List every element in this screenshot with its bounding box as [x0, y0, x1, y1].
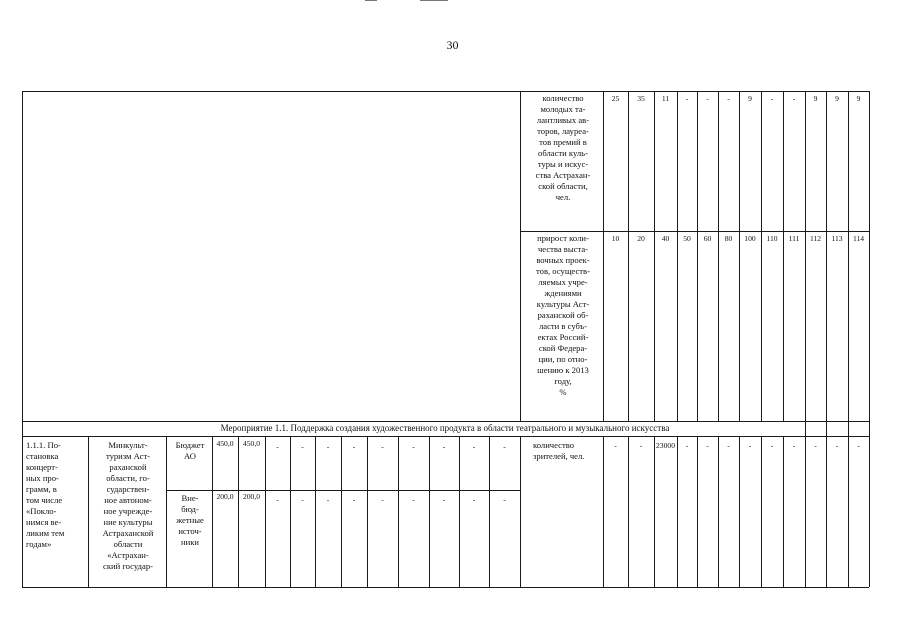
source-year-value: -	[503, 442, 506, 451]
source-budget-label: Бюджет АО	[175, 440, 205, 461]
source-extrabudget-label: Вне- бюд- жетные источ- ники	[176, 493, 204, 547]
indicator-label-2: прирост коли- чества выста- вочных проек- тов, осуществ- ляемых учре- ждениями культуры Аст- раханской об- ласти в субъ- ектах Россий- ской Федера- ции, по отно- шению к 2013 году, %	[536, 233, 590, 397]
source-year-value: -	[412, 442, 415, 451]
value-column-rule	[628, 436, 629, 587]
value-column-rule	[212, 436, 213, 587]
row-indicator-value: -	[706, 441, 709, 450]
value-column-rule	[603, 436, 604, 587]
indicator-column-rule	[520, 91, 521, 421]
indicator-2-value: 60	[703, 234, 712, 243]
source-year-value: -	[301, 495, 304, 504]
indicator-label-1: количество молодых та- лантливых ав- торов, лауреа- тов премий в области куль- туры и искус- ства Астрахан- ской области, чел.	[535, 93, 591, 202]
row-indicator-value: -	[814, 441, 817, 450]
indicator-column-rule	[805, 91, 806, 421]
column-rule	[520, 436, 521, 587]
event-title: Мероприятие 1.1. Поддержка создания художественного продукта в области театрального и музыкального искусства	[220, 423, 670, 433]
value-column-rule	[677, 436, 678, 587]
source-year-value: -	[352, 495, 356, 504]
indicator-2-value: 50	[683, 234, 691, 243]
indicator-1-value: 9	[813, 94, 818, 103]
value-column-rule	[739, 436, 740, 587]
value-column-rule	[848, 436, 849, 587]
value-column-rule	[341, 436, 342, 587]
page-number: 30	[446, 38, 459, 52]
source-year-value: -	[381, 442, 384, 451]
indicator-column-rule	[761, 91, 762, 421]
value-column-rule	[718, 436, 719, 587]
source-year-value: -	[326, 442, 330, 451]
column-rule	[166, 436, 167, 587]
value-column-rule	[238, 436, 239, 587]
indicator-2-value: 112	[809, 234, 822, 243]
value-column-rule	[826, 436, 827, 587]
table-top-border	[22, 91, 869, 92]
indicator-column-rule	[697, 91, 698, 421]
row-indicator-value: -	[748, 441, 752, 450]
indicator-1-value: 9	[835, 94, 839, 103]
value-column-rule	[783, 436, 784, 587]
indicator-1-value: -	[770, 94, 774, 103]
indicator-column-rule	[628, 91, 629, 421]
row-indicator-value: -	[727, 441, 730, 450]
indicator-1-value: 35	[637, 94, 645, 103]
scan-artifact	[365, 0, 377, 1]
indicator-row-divider	[520, 231, 869, 232]
row-executor: Минкульт- туризм Аст- раханской области, го- сударствен- ное автоном- ное учрежде- ние культуры Астраханской области «Астрахан- ский государ-	[102, 440, 154, 571]
row-indicator-value: -	[685, 441, 689, 450]
source-year-value: -	[503, 495, 506, 504]
source-year-value: -	[442, 442, 446, 451]
value-column-rule	[315, 436, 316, 587]
event-divider	[22, 436, 869, 437]
indicator-column-rule	[783, 91, 784, 421]
value-column-rule	[398, 436, 399, 587]
indicator-2-value: 114	[852, 234, 865, 243]
source-row-divider	[166, 490, 520, 491]
row-indicator-value: -	[792, 441, 796, 450]
indicator-2-value: 20	[637, 234, 645, 243]
row-indicator-value: -	[614, 441, 617, 450]
indicator-1-value: -	[685, 94, 689, 103]
column-rule	[88, 436, 89, 587]
source-year-value: -	[352, 442, 356, 451]
row-name: 1.1.1. По- становка концерт- ных про- грамм, в том числе «Покло- нимся ве- ликим тем годам»	[26, 440, 65, 549]
source-total-value: 200,0	[216, 492, 234, 501]
indicator-2-value: 10	[611, 234, 620, 243]
indicator-1-value: 11	[661, 94, 670, 103]
source-year-value: -	[301, 442, 304, 451]
value-column-rule	[761, 436, 762, 587]
value-column-rule	[654, 436, 655, 587]
value-column-rule	[489, 436, 490, 587]
source-year-value: -	[276, 495, 279, 504]
indicator-2-value: 100	[744, 234, 756, 243]
row-indicator-value: 23000	[656, 441, 675, 450]
indicator-1-value: 25	[611, 94, 620, 103]
value-column-rule	[805, 436, 806, 587]
source-year-value: -	[276, 442, 279, 451]
row-indicator-value: -	[770, 441, 774, 450]
indicator-2-value: 111	[788, 234, 800, 243]
indicator-1-value: -	[727, 94, 730, 103]
indicator-column-rule	[718, 91, 719, 421]
source-year-value: -	[472, 442, 476, 451]
source-total-value: 450,0	[216, 439, 234, 448]
source-year-value: 450,0	[242, 439, 261, 448]
value-column-rule	[459, 436, 460, 587]
indicator-2-value: 110	[766, 234, 778, 243]
indicator-column-rule	[654, 91, 655, 421]
row-indicator-value: -	[639, 441, 643, 450]
indicator-column-rule	[848, 91, 849, 421]
source-year-value: -	[472, 495, 476, 504]
indicator-2-value: 113	[831, 234, 843, 243]
source-year-value: -	[442, 495, 446, 504]
value-column-rule	[697, 436, 698, 587]
row-indicator: количество зрителей, чел.	[533, 440, 585, 461]
value-column-rule	[367, 436, 368, 587]
value-column-rule	[429, 436, 430, 587]
indicator-2-value: 40	[661, 234, 670, 243]
indicator-1-value: -	[792, 94, 796, 103]
indicator-column-rule	[677, 91, 678, 421]
indicator-1-value: 9	[748, 94, 752, 103]
indicator-column-rule	[739, 91, 740, 421]
value-column-rule	[290, 436, 291, 587]
indicator-2-value: 80	[724, 234, 733, 243]
row-indicator-value: -	[857, 441, 860, 450]
table-left-border	[22, 91, 23, 587]
source-year-value: -	[326, 495, 330, 504]
indicator-1-value: -	[706, 94, 709, 103]
source-year-value: 200,0	[242, 492, 261, 501]
value-column-rule	[265, 436, 266, 587]
section-divider	[22, 421, 869, 422]
indicator-column-rule	[869, 91, 870, 421]
indicator-column-rule	[826, 91, 827, 421]
indicator-column-rule	[603, 91, 604, 421]
scan-artifact	[420, 0, 448, 1]
source-year-value: -	[412, 495, 415, 504]
source-year-value: -	[381, 495, 384, 504]
table-bottom-border	[22, 587, 869, 588]
indicator-1-value: 9	[856, 94, 861, 103]
row-indicator-value: -	[835, 441, 839, 450]
